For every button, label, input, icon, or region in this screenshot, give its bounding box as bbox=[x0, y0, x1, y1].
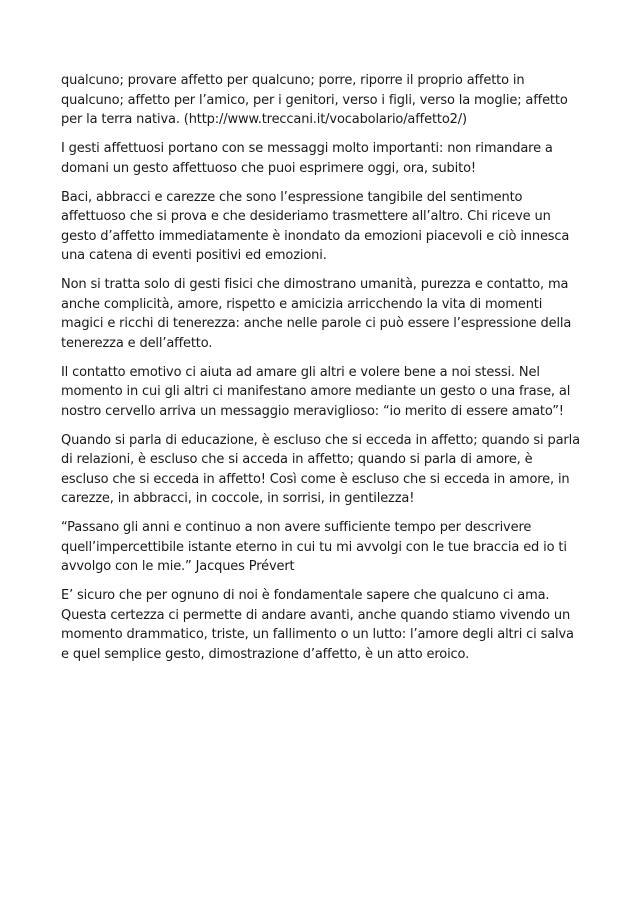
paragraph-certainty-love: E’ sicuro che per ognuno di noi è fondamentale sapere che qualcuno ci ama. Questa certezza ci permette di andare avanti, anche quando stiamo vivendo un momento drammatico, triste, un fallimento o un lutto: l’amore degli altri ci salva e quel semplice gesto, dimostrazione d’affetto, è un atto eroico. bbox=[61, 588, 574, 662]
paragraph-definition-continuation: qualcuno; provare affetto per qualcuno; porre, riporre il proprio affetto in qualcuno; affetto per l’amico, per i genitori, verso i figli, verso la moglie; affetto per la terra nativa. (http://www.treccani.it/vocabolario/affetto2/) bbox=[61, 73, 568, 127]
paragraph-gestures-messages: I gesti affettuosi portano con se messaggi molto importanti: non rimandare a domani un gesto affettuoso che puoi esprimere oggi, ora, subito! bbox=[61, 141, 553, 176]
paragraph-prevert-quote: “Passano gli anni e continuo a non avere sufficiente tempo per descrivere quell’impercettibile istante eterno in cui tu mi avvolgi con le tue braccia ed io ti avvolgo con le mie.” Jacques Prévert bbox=[61, 520, 567, 574]
paragraph-not-only-physical: Non si tratta solo di gesti fisici che dimostrano umanità, purezza e contatto, ma anche complicità, amore, rispetto e amicizia arricchendo la vita di momenti magici e ricchi di tenerezza: anche nelle parole ci può essere l’espressione della tenerezza e dell’affetto. bbox=[61, 277, 572, 351]
document-body bbox=[61, 71, 581, 674]
paragraph-education-relations: Quando si parla di educazione, è escluso che si ecceda in affetto; quando si parla di relazioni, è escluso che si acceda in affetto; quando si parla di amore, è escluso che si ecceda in affetto! Così come è escluso che si ecceda in amore, in carezze, in abbracci, in coccole, in sorrisi, in gentilezza! bbox=[61, 432, 580, 506]
paragraph-emotional-contact: Il contatto emotivo ci aiuta ad amare gli altri e volere bene a noi stessi. Nel momento in cui gli altri ci manifestano amore mediante un gesto o una frase, al nostro cervello arriva un messaggio meraviglioso: “io merito di essere amato”! bbox=[61, 364, 571, 419]
paragraph-kisses-hugs: Baci, abbracci e carezze che sono l’espressione tangibile del sentimento affettuoso che si prova e che desideriamo trasmettere all’altro. Chi riceve un gesto d’affetto immediatamente è inondato da emozioni piacevoli e ciò innesca una catena di eventi positivi ed emozioni. bbox=[61, 189, 570, 263]
